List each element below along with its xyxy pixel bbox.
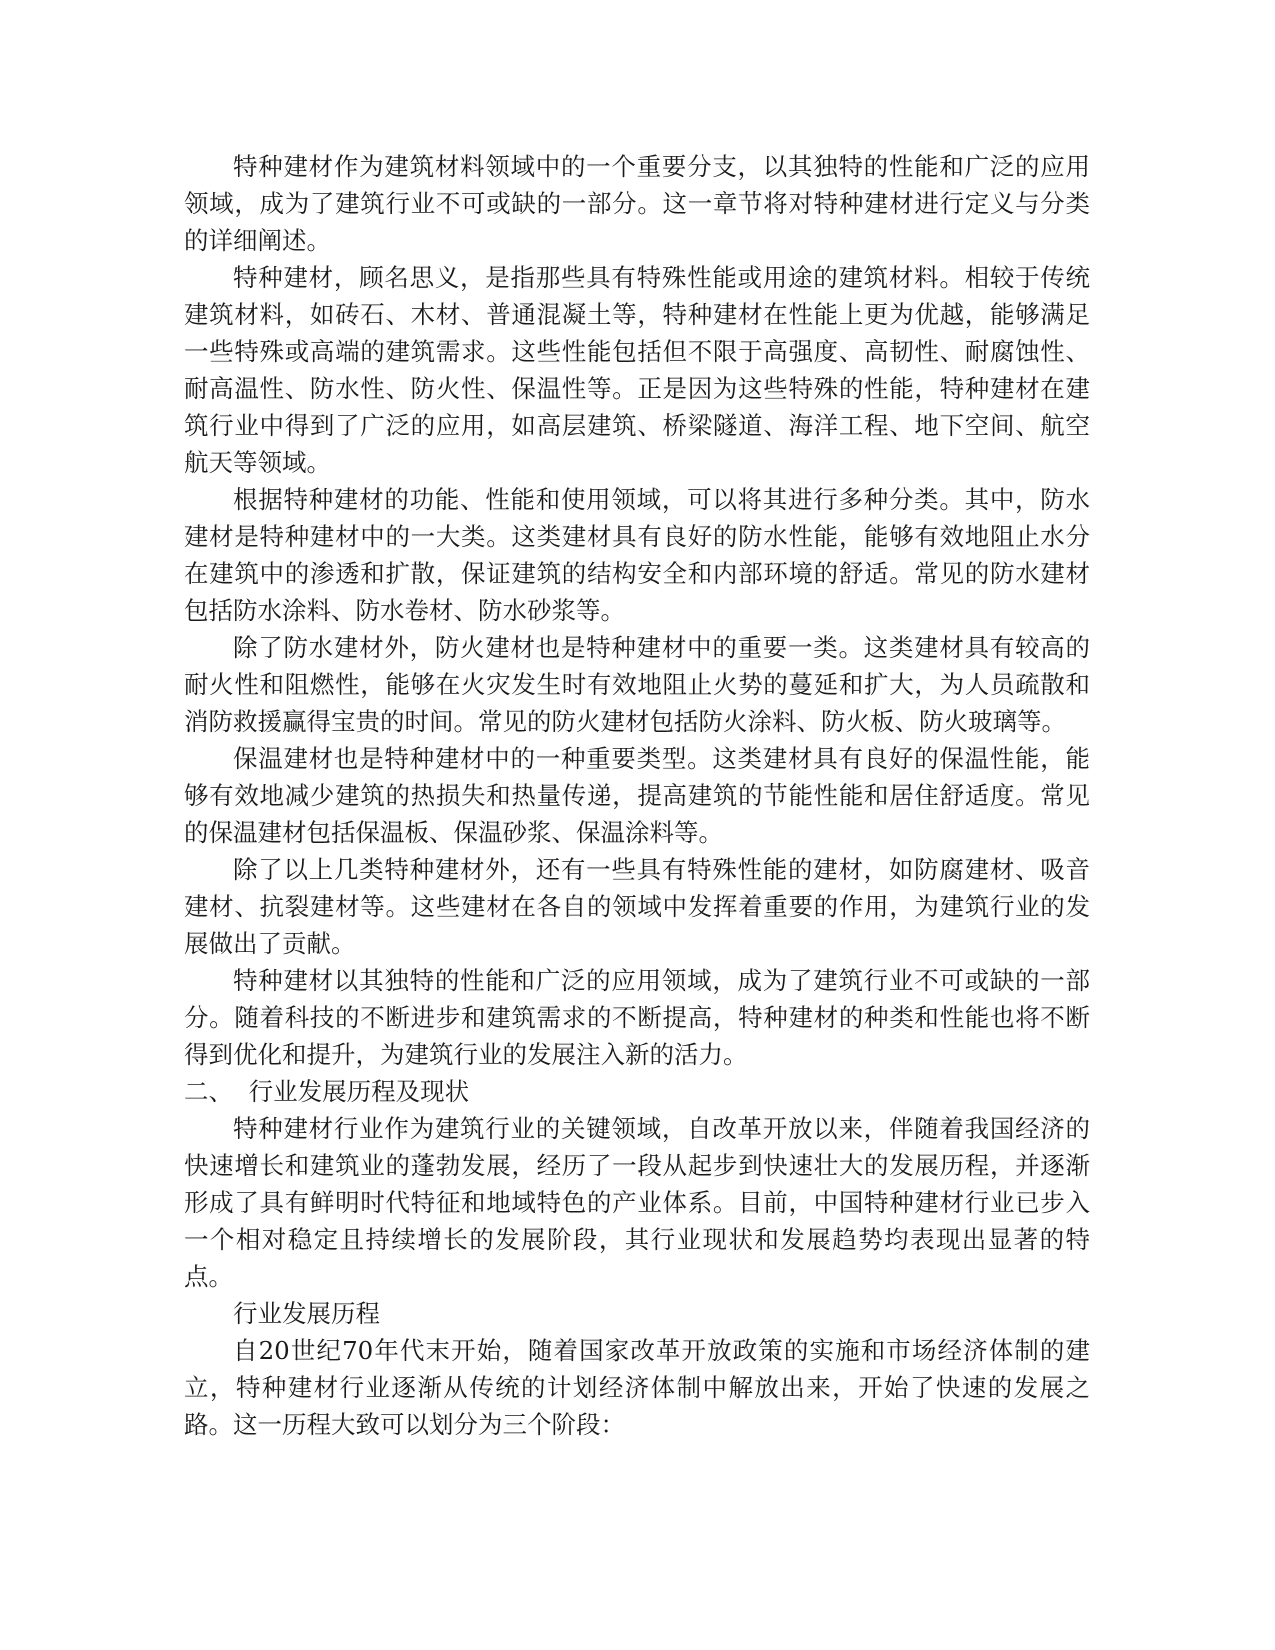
document-page — [184, 148, 1090, 1443]
body-paragraph: 除了以上几类特种建材外，还有一些具有特殊性能的建材，如防腐建材、吸音建材、抗裂建材等。这些建材在各自的领域中发挥着重要的作用，为建筑行业的发展做出了贡献。 — [184, 855, 1090, 958]
body-paragraph: 特种建材以其独特的性能和广泛的应用领域，成为了建筑行业不可或缺的一部分。随着科技的不断进步和建筑需求的不断提高，特种建材的种类和性能也将不断得到优化和提升，为建筑行业的发展注入新的活力。 — [184, 966, 1090, 1069]
body-paragraph: 除了防水建材外，防火建材也是特种建材中的重要一类。这类建材具有较高的耐火性和阻燃性，能够在火灾发生时有效地阻止火势的蔓延和扩大，为人员疏散和消防救援赢得宝贵的时间。常见的防火建材包括防火涂料、防火板、防火玻璃等。 — [184, 633, 1090, 736]
body-paragraph: 根据特种建材的功能、性能和使用领域，可以将其进行多种分类。其中，防水建材是特种建材中的一大类。这类建材具有良好的防水性能，能够有效地阻止水分在建筑中的渗透和扩散，保证建筑的结构安全和内部环境的舒适。常见的防水建材包括防水涂料、防水卷材、防水砂浆等。 — [184, 485, 1090, 625]
section-heading: 二、 行业发展历程及现状 — [184, 1077, 470, 1106]
body-paragraph: 特种建材作为建筑材料领域中的一个重要分支，以其独特的性能和广泛的应用领域，成为了建筑行业不可或缺的一部分。这一章节将对特种建材进行定义与分类的详细阐述。 — [184, 152, 1090, 255]
body-paragraph: 保温建材也是特种建材中的一种重要类型。这类建材具有良好的保温性能，能够有效地减少建筑的热损失和热量传递，提高建筑的节能性能和居住舒适度。常见的保温建材包括保温板、保温砂浆、保温涂料等。 — [184, 744, 1090, 847]
history-paragraph: 自20世纪70年代末开始，随着国家改革开放政策的实施和市场经济体制的建立，特种建材行业逐渐从传统的计划经济体制中解放出来，开始了快速的发展之路。这一历程大致可以划分为三个阶段： — [184, 1336, 1090, 1439]
subsection-heading: 行业发展历程 — [233, 1299, 380, 1328]
body-paragraph: 特种建材，顾名思义，是指那些具有特殊性能或用途的建筑材料。相较于传统建筑材料，如砖石、木材、普通混凝土等，特种建材在性能上更为优越，能够满足一些特殊或高端的建筑需求。这些性能包括但不限于高强度、高韧性、耐腐蚀性、耐高温性、防水性、防火性、保温性等。正是因为这些特殊的性能，特种建材在建筑行业中得到了广泛的应用，如高层建筑、桥梁隧道、海洋工程、地下空间、航空航天等领域。 — [184, 263, 1090, 477]
section-intro-paragraph: 特种建材行业作为建筑行业的关键领域，自改革开放以来，伴随着我国经济的快速增长和建筑业的蓬勃发展，经历了一段从起步到快速壮大的发展历程，并逐渐形成了具有鲜明时代特征和地域特色的产业体系。目前，中国特种建材行业已步入一个相对稳定且持续增长的发展阶段，其行业现状和发展趋势均表现出显著的特点。 — [184, 1114, 1090, 1291]
